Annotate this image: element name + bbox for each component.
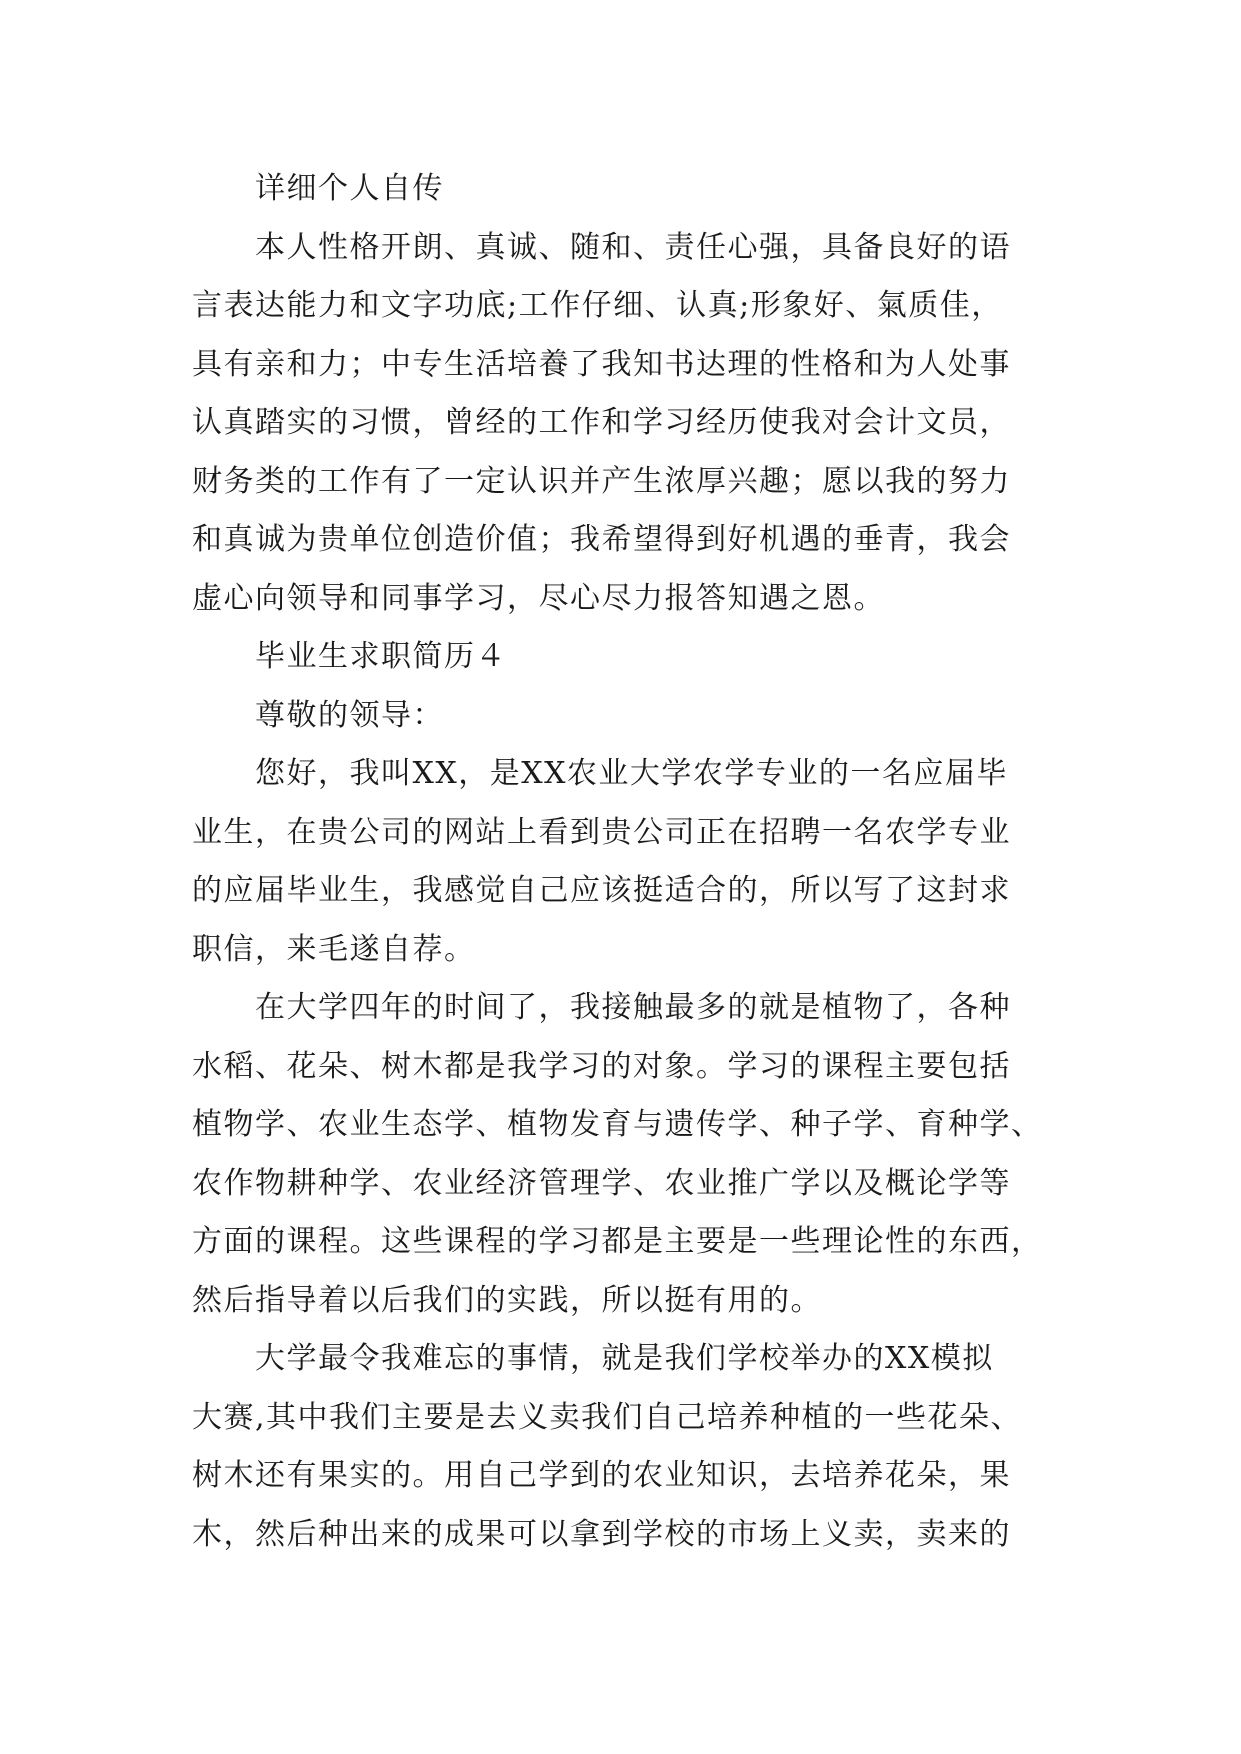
paragraph-line: 植物学、农业生态学、植物发育与遗传学、种子学、育种学、 <box>192 1107 1043 1142</box>
paragraph-line: 财务类的工作有了一定认识并产生浓厚兴趣；愿以我的努力 <box>192 463 1011 499</box>
paragraph-line: 您好，我叫XX，是XX农业大学农学专业的一名应届毕 <box>255 756 1008 791</box>
paragraph-line: 虚心向领导和同事学习，尽心尽力报答知遇之恩。 <box>192 580 885 616</box>
paragraph-line: 农作物耕种学、农业经济管理学、农业推广学以及概论学等 <box>192 1165 1011 1201</box>
paragraph-line: 然后指导着以后我们的实践，所以挺有用的。 <box>192 1282 822 1318</box>
paragraph-line: 和真诚为贵单位创造价值；我希望得到好机遇的垂青，我会 <box>192 522 1011 557</box>
salutation: 尊敬的领导： <box>255 697 444 733</box>
paragraph-line: 业生，在贵公司的网站上看到贵公司正在招聘一名农学专业 <box>192 814 1011 850</box>
paragraph-line: 的应届毕业生，我感觉自己应该挺适合的，所以写了这封求 <box>192 873 1011 908</box>
paragraph-line: 职信，来毛遂自荐。 <box>192 931 476 967</box>
paragraph-line: 水稻、花朵、树木都是我学习的对象。学习的课程主要包括 <box>192 1048 1011 1084</box>
paragraph-line: 言表达能力和文字功底;工作仔细、认真;形象好、氣质佳， <box>192 288 1003 323</box>
paragraph-line: 在大学四年的时间了，我接触最多的就是植物了，各种 <box>255 990 1011 1025</box>
paragraph-line: 大赛,其中我们主要是去义卖我们自己培养种植的一些花朵、 <box>192 1399 1023 1435</box>
section-heading-autobiography: 详细个人自传 <box>255 171 444 206</box>
paragraph-line: 树木还有果实的。用自己学到的农业知识，去培养花朵，果 <box>192 1458 1011 1493</box>
paragraph-line: 具有亲和力；中专生活培養了我知书达理的性格和为人处事 <box>192 346 1011 382</box>
paragraph-line: 方面的课程。这些课程的学习都是主要是一些理论性的东西， <box>192 1224 1043 1259</box>
paragraph-line: 大学最令我难忘的事情，就是我们学校举办的XX模拟 <box>255 1341 994 1376</box>
section-heading-resume: 毕业生求职简历４ <box>255 639 507 674</box>
paragraph-line: 认真踏实的习惯，曾经的工作和学习经历使我对会计文员， <box>192 405 1011 440</box>
paragraph-line: 本人性格开朗、真诚、随和、责任心强，具备良好的语 <box>255 229 1011 265</box>
document-body <box>192 160 1050 1564</box>
paragraph-line: 木，然后种出来的成果可以拿到学校的市场上义卖，卖来的 <box>192 1516 1011 1552</box>
